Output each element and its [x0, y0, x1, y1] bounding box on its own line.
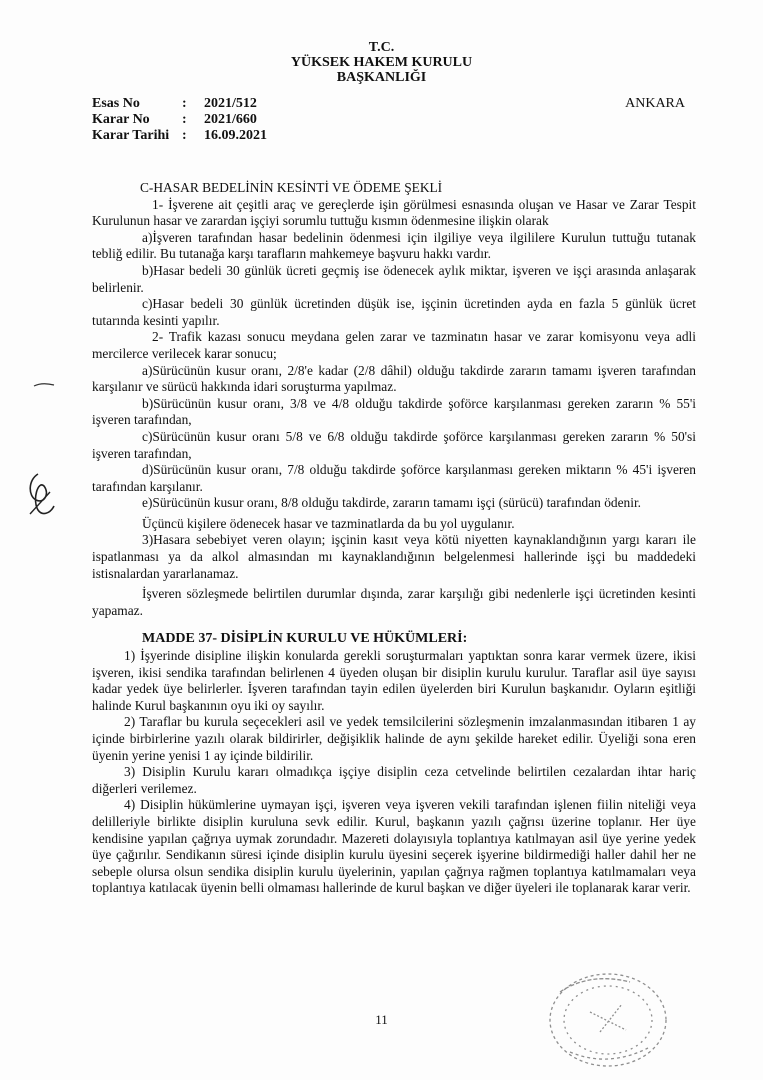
section-c-paragraph-1b: b)Hasar bedeli 30 günlük ücreti geçmiş ise ödenecek aylık miktar, işveren ve işçi arasında anlaşarak belirlenir.: [92, 262, 696, 295]
section-c-paragraph-4: İşveren sözleşmede belirtilen durumlar dışında, zarar karşılığı gibi nedenlerle işçi ücretinden kesinti yapamaz.: [92, 586, 696, 618]
section-c-paragraph-1c: c)Hasar bedeli 30 günlük ücretinden düşük ise, işçinin ücretinden ayda en fazla 5 günlük ücret tutarında kesinti yapılır.: [92, 296, 696, 328]
section-c-paragraph-2c: c)Sürücünün kusur oranı 5/8 ve 6/8 olduğu takdirde şoförce karşılanması gereken zararın % 50'si işveren tarafından,: [92, 428, 696, 461]
tarih-label: Karar Tarihi: [92, 128, 170, 143]
section-c-paragraph-1: 1- İşverene ait çeşitli araç ve gereçlerde işin görülmesi esnasında oluşan ve Hasar ve Zarar Tespit Kurulunun hasar ve zarardan işçiyi sorumlu tuttuğu kısmın ödenmesine ilişkin olarak: [92, 196, 696, 229]
document-header: [0, 40, 763, 85]
madde-37-title: MADDE 37- DİSİPLİN KURULU VE HÜKÜMLERİ:: [142, 631, 468, 647]
karar-label: Karar No: [92, 112, 150, 127]
section-c-paragraph-3: 3)Hasara sebebiyet veren olayın; işçinin kasıt veya kötü niyetten kaynaklandığının yargı kararı ile ispatlanması ya da alkol almasından mı kaynaklandığının belgelenmesi hallerinde işçi bu maddedeki istisnalardan yararlanamaz.: [92, 532, 696, 581]
section-c-title: C-HASAR BEDELİNİN KESİNTİ VE ÖDEME ŞEKLİ: [140, 180, 443, 195]
karar-value: 2021/660: [204, 112, 257, 127]
karar-colon: :: [182, 112, 187, 127]
header-line-institution: YÜKSEK HAKEM KURULU: [290, 55, 473, 70]
case-meta: [92, 96, 267, 144]
esas-colon: :: [182, 96, 187, 111]
section-c-paragraph-2a: a)Sürücünün kusur oranı, 2/8'e kadar (2/8 dâhil) olduğu takdirde zararın tamamı işveren tarafından karşılanır ve sürücü hakkında idari soruşturma yapılmaz.: [92, 362, 696, 395]
section-c-paragraph-2: 2- Trafik kazası sonucu meydana gelen zarar ve tazminatın hasar ve zarar komisyonu veya adli mercilerce verilecek karar sonucu;: [92, 329, 696, 361]
tarih-colon: :: [182, 128, 187, 143]
karar-row: [92, 112, 267, 128]
madde-37-paragraph-1: 1) İşyerinde disipline ilişkin konularda gerekli soruşturmaları yaptıktan sonra karar vermek üzere, ikisi işveren, ikisi sendika tarafından belirlenen 4 üyeden oluşan bir disiplin kurulu kurulur. Taraflar asil üye sayısı kadar yedek üye belirlerler. İşveren tarafından tayin edilen üyelerden biri Kurulun başkanıdır. Oyların eşitliği halinde Kurul başkanının oyu iki oy sayılır.: [92, 648, 696, 713]
section-c-paragraph-1a: a)İşveren tarafından hasar bedelinin ödenmesi için ilgiliye veya ilgililere Kurulun tuttuğu tutanak tebliğ edilir. Bu tutanağa karşı tarafların mahkemeye başvuru hakkı vardır.: [92, 229, 696, 262]
madde-37-paragraph-2: 2) Taraflar bu kurula seçecekleri asil ve yedek temsilcilerini sözleşmenin imzalanmasından itibaren 1 ay içinde birbirlerine yazılı olarak bildirirler, değişiklik halinde de aynı şekilde hareket edilir. Üyeliği sona eren üyenin yerine yenisi 1 ay içinde bildirilir.: [92, 714, 696, 763]
margin-dash-mark: [32, 378, 56, 392]
header-line-tc: T.C.: [368, 40, 395, 55]
madde-37-paragraph-4: 4) Disiplin hükümlerine uymayan işçi, işveren veya işveren vekili tarafından işlenen fiilin niteliği veya delilleriyle birlikte disiplin kuruluna sevk edilir. Kurul, başkanın yazılı çağrısı üzerine toplanır. Her üye kendisine yapılan çağrıya uymak zorundadır. Mazereti dolayısıyla toplantıya katılmayan asil üye yerine yedek üye çağırılır. Sendikanın süresi içinde disiplin kurulu üyesini seçerek işyerine bildirmediği haller dahil her ne sebeple olursa olsun sendika disiplin kurulu üyelerinin, yapılan çağrıya rağmen toplantıya katılmamaları veya toplantıya katılacak üyenin belli olmaması hallerinde de kurul başkan ve diğer üyeleri ile toplanarak karar verir.: [92, 797, 696, 896]
esas-row: [92, 96, 267, 112]
madde-37-paragraph-3: 3) Disiplin Kurulu kararı olmadıkça işçiye disiplin ceza cetvelinde belirtilen cezalardan ihtar hariç diğerleri verilemez.: [92, 764, 696, 796]
city-name: ANKARA: [625, 96, 685, 111]
document-body: [92, 180, 696, 897]
tarih-row: [92, 128, 267, 144]
tarih-value: 16.09.2021: [204, 128, 267, 143]
handwritten-initial-mark: [24, 470, 58, 518]
section-c-paragraph-2b: b)Sürücünün kusur oranı, 3/8 ve 4/8 olduğu takdirde şoförce karşılanması gereken zararın % 55'i işveren tarafından,: [92, 395, 696, 428]
section-c-paragraph-2f: Üçüncü kişilere ödenecek hasar ve tazminatlarda da bu yol uygulanır.: [142, 515, 515, 531]
section-c-paragraph-2d: d)Sürücünün kusur oranı, 7/8 olduğu takdirde şoförce karşılanması gereken miktarın % 45'i işveren tarafından karşılanır.: [92, 462, 696, 494]
section-c-paragraph-2e: e)Sürücünün kusur oranı, 8/8 olduğu takdirde, zararın tamamı işçi (sürücü) tarafından ödenir.: [142, 495, 642, 511]
header-line-office: BAŞKANLIĞI: [336, 70, 427, 85]
esas-value: 2021/512: [204, 96, 257, 111]
page-number: 11: [375, 1012, 388, 1027]
esas-label: Esas No: [92, 96, 140, 111]
